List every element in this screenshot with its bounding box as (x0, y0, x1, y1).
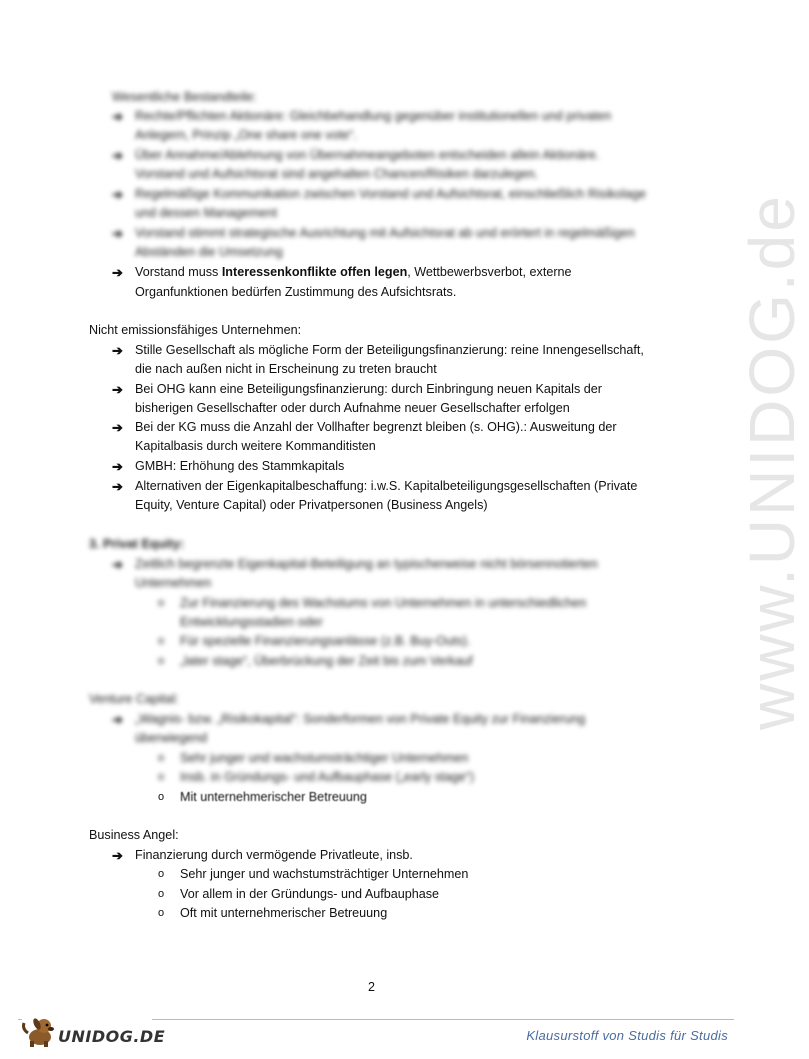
section1-item1-line2: Anlegern, Prinzip „One share one vote“. (135, 128, 357, 142)
bullet-arrow-icon: ➔ (112, 226, 123, 241)
bullet-arrow-icon: ➔ (112, 109, 123, 124)
circle-bullet-icon: o (158, 888, 165, 900)
circle-bullet-icon: o (158, 655, 165, 667)
conflict-of-interest-line1 (135, 263, 572, 282)
section3-item-line2: Unternehmen (135, 576, 212, 590)
circle-bullet-icon: o (158, 752, 165, 764)
section5-sub2: Vor allem in der Gründungs- und Aufbauphase (180, 887, 440, 901)
logo-text: UNIDOG.DE (58, 1027, 166, 1046)
section5-item: Finanzierung durch vermögende Privatleute, insb. (135, 848, 413, 862)
section4-item-line2: überwiegend (135, 731, 208, 745)
section3-sub1: Zur Finanzierung des Wachstums von Unternehmen in unterschiedlichen (180, 596, 587, 610)
circle-bullet-icon: o (158, 868, 165, 880)
section1-item4-line2: Abständen die Umsetzung (135, 245, 283, 259)
section2-item1-line1: Stille Gesellschaft als mögliche Form der Beteiligungsfinanzierung: reine Innengesellschaft, (135, 343, 644, 357)
section2-item5-line1: Alternativen der Eigenkapitalbeschaffung: i.w.S. Kapitalbeteiligungsgesellschaften (Private (135, 479, 638, 493)
bullet-arrow-icon: ➔ (112, 848, 123, 863)
circle-bullet-icon: o (158, 771, 165, 783)
section2-item3-line1: Bei der KG muss die Anzahl der Vollhafter begrenzt bleiben (s. OHG).: Ausweitung der (135, 420, 617, 434)
section4-sub1: Sehr junger und wachstumsträchtiger Unternehmen (180, 751, 469, 765)
section4-sub3: Mit unternehmerischer Betreuung (180, 790, 367, 804)
watermark-text: www.UNIDOG.de (736, 193, 808, 730)
section2-heading: Nicht emissionsfähiges Unternehmen: (89, 323, 302, 337)
bullet-arrow-icon: ➔ (112, 459, 123, 474)
circle-bullet-icon: o (158, 791, 165, 803)
bullet-arrow-icon: ➔ (112, 265, 123, 280)
section3-heading: 3. Privat Equity: (89, 537, 185, 551)
section2-item5-line2: Equity, Venture Capital) oder Privatpersonen (Business Angels) (135, 498, 488, 512)
circle-bullet-icon: o (158, 635, 165, 647)
section4-sub2: Insb. in Gründungs- und Aufbauphase („early stage“) (180, 770, 475, 784)
section1-item3-line1: Regelmäßige Kommunikation zwischen Vorstand und Aufsichtsrat, einschließlich Risikolage (135, 187, 646, 201)
section3-item-line1: Zeitlich begrenzte Eigenkapital-Beteiligung an typischerweise nicht börsennotierten (135, 557, 598, 571)
conflict-prefix: Vorstand muss (135, 265, 222, 279)
bullet-arrow-icon: ➔ (112, 187, 123, 202)
bullet-arrow-icon: ➔ (112, 712, 123, 727)
section5-sub3: Oft mit unternehmerischer Betreuung (180, 906, 388, 920)
section2-item3-line2: Kapitalbasis durch weitere Kommanditisten (135, 439, 376, 453)
section1-item2-line1: Über Annahme/Ablehnung von Übernahmeangeboten entscheiden allein Aktionäre. (135, 148, 600, 162)
section2-item4-line1: GMBH: Erhöhung des Stammkapitals (135, 459, 345, 473)
section3-sub2: Für spezielle Finanzierungsanlässe (z.B. Buy-Outs). (180, 634, 471, 648)
bullet-arrow-icon: ➔ (112, 479, 123, 494)
page-number: 2 (368, 980, 376, 994)
circle-bullet-icon: o (158, 907, 165, 919)
bullet-arrow-icon: ➔ (112, 343, 123, 358)
section1-item4-line1: Vorstand stimmt strategische Ausrichtung mit Aufsichtsrat ab und erörtert in regelmäßigen (135, 226, 635, 240)
section2-item2-line1: Bei OHG kann eine Beteiligungsfinanzierung: durch Einbringung neuen Kapitals der (135, 382, 602, 396)
bullet-arrow-icon: ➔ (112, 420, 123, 435)
section3-sub3: „later stage“, Überbrückung der Zeit bis zum Verkauf (180, 654, 473, 668)
section4-item-line1: „Wagnis- bzw. „Risikokapital“: Sonderformen von Private Equity zur Finanzierung (135, 712, 586, 726)
section1-item3-line2: und dessen Management (135, 206, 278, 220)
conflict-suffix: , Wettbewerbsverbot, externe (407, 265, 572, 279)
section1-heading: Wesentliche Bestandteile: (112, 90, 257, 104)
section1-item2-line2: Vorstand und Aufsichtsrat sind angehalten Chancen/Risiken darzulegen. (135, 167, 539, 181)
section5-sub1: Sehr junger und wachstumsträchtiger Unternehmen (180, 867, 469, 881)
section3-sub1-cont: Entwicklungsstadien oder (180, 615, 323, 629)
conflict-bold: Interessenkonflikte offen legen (221, 265, 408, 279)
watermark (640, 193, 808, 740)
conflict-of-interest-line2: Organfunktionen bedürfen Zustimmung des Aufsichtsrats. (135, 285, 457, 299)
footer-tagline: Klausurstoff von Studis für Studis (526, 1028, 728, 1043)
section1-item1-line1: Rechte/Pflichten Aktionäre: Gleichbehandlung gegenüber institutionellen und privaten (135, 109, 612, 123)
bullet-arrow-icon: ➔ (112, 148, 123, 163)
circle-bullet-icon: o (158, 597, 165, 609)
section2-item2-line2: bisherigen Gesellschafter oder durch Aufnahme neuer Gesellschafter erfolgen (135, 401, 570, 415)
section5-heading: Business Angel: (89, 828, 179, 842)
bullet-arrow-icon: ➔ (112, 557, 123, 572)
section2-item1-line2: die nach außen nicht in Erscheinung zu treten braucht (135, 362, 437, 376)
section4-heading: Venture Capital: (89, 692, 179, 706)
bullet-arrow-icon: ➔ (112, 382, 123, 397)
